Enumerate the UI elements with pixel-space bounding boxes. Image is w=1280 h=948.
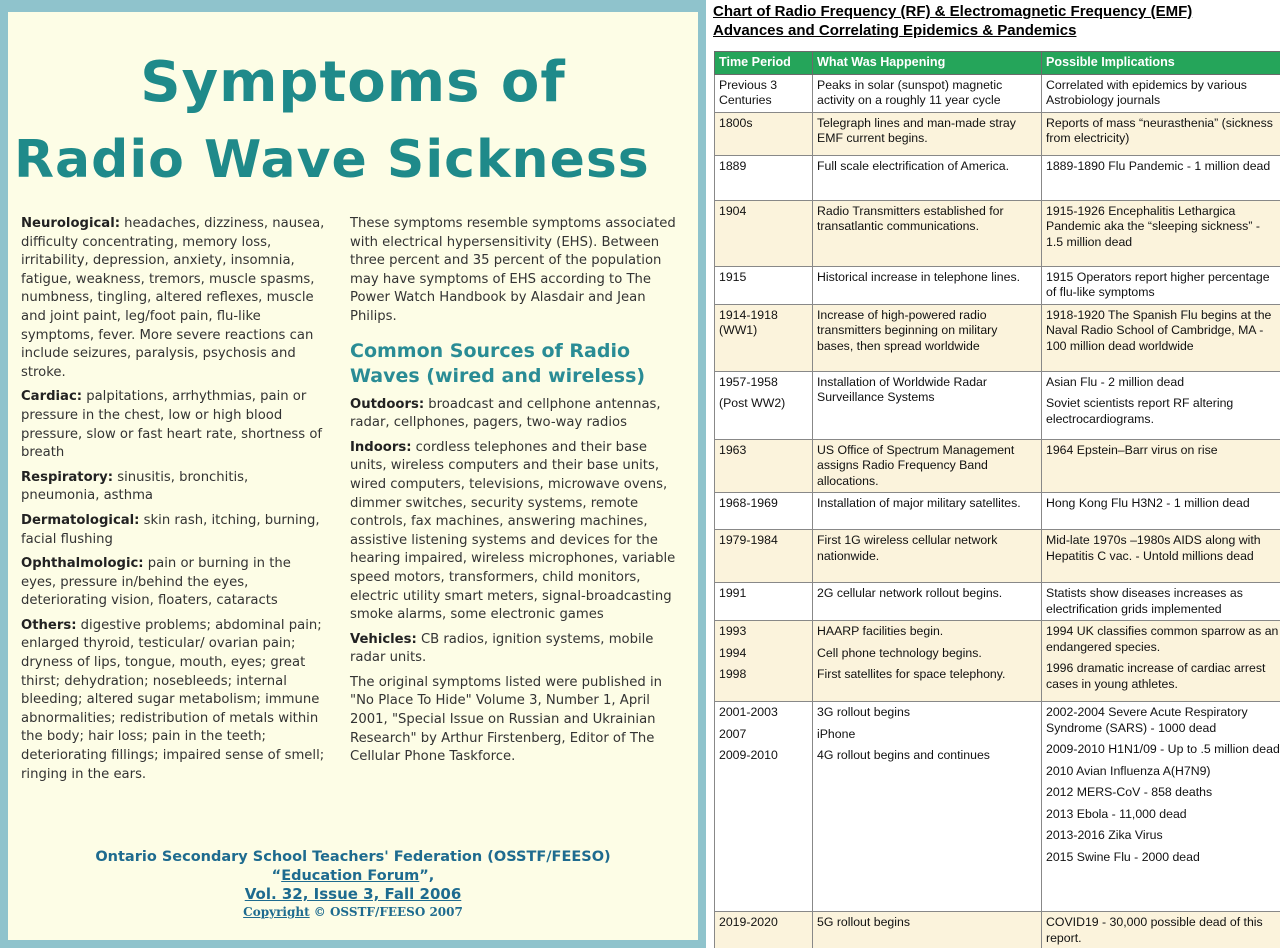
- footer-publication: [8, 867, 698, 885]
- cell-line: 4G rollout begins and continues: [817, 748, 990, 762]
- table-row: [715, 371, 1280, 439]
- symptom-category-text: headaches, dizziness, nausea, difficulty concentrating, memory loss, irritability, depression, anxiety, insomnia, fatigue, weakness, tremors, muscle spasms, numbness, tingling, altered reflexes, muscle and joint paint, leg/foot pain, flu-like symptoms, fever. More severe reactions can include seizures, paralysis, psychosis and stroke.: [21, 216, 325, 380]
- symptom-category: [21, 512, 326, 549]
- cell-time-period: [715, 912, 813, 948]
- cell-time-period: [715, 583, 813, 621]
- rf-emf-table: [714, 51, 1280, 948]
- cell-line: Mid-late 1970s –1980s AIDS along with Hepatitis C vac. - Untold millions dead: [1046, 533, 1261, 563]
- cell-what-was-happening: [813, 112, 1042, 155]
- cell-line: 1914-1918 (WW1): [719, 307, 778, 337]
- poster-card: [8, 12, 698, 940]
- cell-line: Reports of mass “neurasthenia” (sickness from electricity): [1046, 115, 1273, 145]
- copyright-link[interactable]: Copyright: [243, 905, 310, 919]
- poster-footer: [8, 848, 698, 920]
- table-row: [715, 266, 1280, 304]
- cell-line: 1957-1958: [719, 374, 778, 389]
- symptom-category-label: Ophthalmologic:: [21, 556, 144, 572]
- cell-line: 1963: [719, 442, 747, 457]
- cell-line: 1915-1926 Encephalitis Lethargica Pandemic aka the “sleeping sickness” - 1.5 million dead: [1046, 203, 1260, 249]
- cell-line: 2G cellular network rollout begins.: [817, 586, 1003, 600]
- source-category-text: broadcast and cellphone antennas, radar, cellphones, pagers, two-way radios: [350, 396, 661, 431]
- cell-possible-implications: [1042, 621, 1280, 702]
- symptom-category: [21, 617, 326, 784]
- cell-what-was-happening: [813, 493, 1042, 530]
- cell-possible-implications: [1042, 530, 1280, 583]
- table-row: [715, 112, 1280, 155]
- symptom-category-label: Others:: [21, 617, 77, 633]
- cell-line: HAARP facilities begin.: [817, 624, 944, 638]
- sources-heading: Common Sources of Radio Waves (wired and wireless): [350, 339, 646, 387]
- cell-time-period: [715, 371, 813, 439]
- cell-line: 1968-1969: [719, 496, 778, 510]
- cell-line: COVID19 - 30,000 possible dead of this report.: [1046, 915, 1263, 945]
- chart-panel: [706, 0, 1280, 948]
- cell-possible-implications: [1042, 112, 1280, 155]
- footer-copyright: [8, 904, 698, 920]
- cell-time-period: [715, 439, 813, 493]
- cell-line: First 1G wireless cellular network nationwide.: [817, 533, 998, 563]
- poster-title-line1: Symptoms of: [140, 50, 566, 115]
- source-category: [350, 439, 686, 625]
- cell-what-was-happening: [813, 621, 1042, 702]
- cell-line: iPhone: [817, 726, 856, 741]
- cell-line: Telegraph lines and man-made stray EMF current begins.: [817, 115, 1016, 145]
- cell-line: Increase of high-powered radio transmitters beginning on military bases, then spread worldwide: [817, 307, 998, 353]
- symptom-category: [21, 469, 326, 506]
- cell-line: 1918-1920 The Spanish Flu begins at the Naval Radio School of Cambridge, MA - 100 million dead worldwide: [1046, 307, 1272, 353]
- chart-title: [713, 2, 1280, 40]
- symptom-category-text: skin rash, itching, burning, facial flushing: [21, 512, 320, 547]
- ehs-intro: These symptoms resemble symptoms associated with electrical hypersensitivity (EHS). Between three percent and 35 percent of the population may have symptoms of EHS according to The Power Watch Handbook by Alasdair and Jean Philips.: [350, 216, 676, 324]
- cell-line: Installation of Worldwide Radar Surveillance Systems: [817, 374, 987, 404]
- chart-title-line2: Advances and Correlating Epidemics & Pandemics: [713, 22, 1077, 39]
- cell-line: Statists show diseases increases as electrification grids implemented: [1046, 586, 1243, 616]
- cell-line: 2001-2003: [719, 705, 778, 719]
- symptom-category-text: pain or burning in the eyes, pressure in/behind the eyes, deteriorating vision, floaters, cataracts: [21, 556, 291, 609]
- cell-time-period: [715, 621, 813, 702]
- symptom-category-label: Dermatological:: [21, 512, 140, 528]
- cell-possible-implications: [1042, 74, 1280, 112]
- cell-line: US Office of Spectrum Management assigns Radio Frequency Band allocations.: [817, 442, 1015, 488]
- header-possible-implications: Possible Implications: [1042, 52, 1280, 75]
- cell-possible-implications: [1042, 200, 1280, 266]
- table-row: [715, 304, 1280, 371]
- cell-line: 2012 MERS-CoV - 858 deaths: [1046, 785, 1213, 799]
- cell-line: 2002-2004 Severe Acute Respiratory Syndrome (SARS) - 1000 dead: [1046, 705, 1248, 735]
- sources-list: [350, 396, 686, 668]
- quote-open: “: [271, 868, 282, 884]
- cell-line: 1991: [719, 586, 747, 600]
- cell-time-period: [715, 702, 813, 912]
- cell-time-period: [715, 530, 813, 583]
- table-row: [715, 155, 1280, 200]
- cell-time-period: [715, 74, 813, 112]
- symptom-category: [21, 555, 326, 611]
- cell-line: 1998: [719, 667, 747, 681]
- table-row: [715, 530, 1280, 583]
- publication-link[interactable]: Education Forum: [281, 868, 420, 884]
- cell-what-was-happening: [813, 371, 1042, 439]
- cell-line: 1889: [719, 158, 747, 173]
- cell-what-was-happening: [813, 702, 1042, 912]
- symptom-category-text: palpitations, arrhythmias, pain or pressure in the chest, low or high blood pressure, slow or fast heart rate, shortness of breath: [21, 389, 323, 461]
- table-row: [715, 583, 1280, 621]
- cell-time-period: [715, 200, 813, 266]
- cell-what-was-happening: [813, 439, 1042, 493]
- quote-close: ”,: [419, 868, 435, 884]
- cell-line: 1964 Epstein–Barr virus on rise: [1046, 442, 1218, 457]
- cell-line: Asian Flu - 2 million dead: [1046, 374, 1185, 389]
- cell-possible-implications: [1042, 371, 1280, 439]
- cell-line: Installation of major military satellites.: [817, 496, 1021, 510]
- sources-column: [350, 215, 686, 773]
- cell-line: 2007: [719, 726, 747, 741]
- cell-what-was-happening: [813, 200, 1042, 266]
- cell-line: (Post WW2): [719, 396, 786, 410]
- source-category-text: cordless telephones and their base units, wireless computers and their base units, wired computers, televisions, microwave ovens, dimmer switches, security systems, remote controls, fax machines, answering machines, assistive listening systems and devices for the hearing impaired, wireless microphones, variable speed motors, transformers, child monitors, electric utility smart meters, signal-broadcasting smoke alarms, some electronic games: [350, 439, 676, 623]
- cell-line: Peaks in solar (sunspot) magnetic activity on a roughly 11 year cycle: [817, 77, 1003, 107]
- cell-line: 2013-2016 Zika Virus: [1046, 828, 1163, 842]
- cell-line: 5G rollout begins: [817, 915, 910, 929]
- header-time-period: Time Period: [715, 52, 813, 75]
- header-what-was-happening: What Was Happening: [813, 52, 1042, 75]
- cell-possible-implications: [1042, 304, 1280, 371]
- cell-line: Full scale electrification of America.: [817, 158, 1010, 173]
- cell-line: Hong Kong Flu H3N2 - 1 million dead: [1046, 496, 1250, 510]
- source-category: [350, 396, 686, 433]
- source-category-label: Outdoors:: [350, 396, 425, 412]
- symptom-category: [21, 388, 326, 462]
- cell-line: 1994: [719, 645, 747, 660]
- cell-line: 1904: [719, 203, 747, 218]
- table-row: [715, 493, 1280, 530]
- table-body: [715, 74, 1280, 948]
- cell-line: First satellites for space telephony.: [817, 667, 1006, 681]
- chart-title-line1: Chart of Radio Frequency (RF) & Electromagnetic Frequency (EMF): [713, 3, 1193, 20]
- cell-possible-implications: [1042, 493, 1280, 530]
- cell-line: 1994 UK classifies common sparrow as an endangered species.: [1046, 624, 1279, 654]
- symptom-category-label: Respiratory:: [21, 469, 114, 485]
- cell-line: 2009-2010: [719, 748, 778, 762]
- table-row: [715, 912, 1280, 948]
- cell-time-period: [715, 304, 813, 371]
- cell-possible-implications: [1042, 702, 1280, 912]
- table-row: [715, 200, 1280, 266]
- cell-possible-implications: [1042, 583, 1280, 621]
- cell-line: Previous 3 Centuries: [719, 77, 778, 107]
- cell-line: 1996 dramatic increase of cardiac arrest cases in young athletes.: [1046, 661, 1266, 691]
- cell-what-was-happening: [813, 530, 1042, 583]
- source-category-label: Vehicles:: [350, 631, 417, 647]
- cell-possible-implications: [1042, 266, 1280, 304]
- cell-line: 1915: [719, 269, 747, 284]
- poster-title-line2: Radio Wave Sickness: [14, 130, 650, 190]
- cell-line: 1915 Operators report higher percentage of flu-like symptoms: [1046, 269, 1270, 299]
- cell-possible-implications: [1042, 439, 1280, 493]
- cell-line: 3G rollout begins: [817, 705, 910, 719]
- symptom-category: [21, 215, 326, 382]
- source-category-label: Indoors:: [350, 439, 412, 455]
- cell-line: 2009-2010 H1N1/09 - Up to .5 million dead: [1046, 742, 1280, 756]
- cell-line: 2015 Swine Flu - 2000 dead: [1046, 849, 1200, 864]
- table-row: [715, 702, 1280, 912]
- table-header-row: [715, 52, 1280, 75]
- cell-what-was-happening: [813, 74, 1042, 112]
- cell-what-was-happening: [813, 912, 1042, 948]
- cell-what-was-happening: [813, 583, 1042, 621]
- cell-possible-implications: [1042, 912, 1280, 948]
- cell-what-was-happening: [813, 155, 1042, 200]
- table-row: [715, 621, 1280, 702]
- cell-what-was-happening: [813, 266, 1042, 304]
- source-category-text: CB radios, ignition systems, mobile radar units.: [350, 631, 654, 666]
- cell-possible-implications: [1042, 155, 1280, 200]
- cell-line: Historical increase in telephone lines.: [817, 269, 1021, 284]
- cell-line: 1889-1890 Flu Pandemic - 1 million dead: [1046, 158, 1271, 173]
- symptoms-column: [21, 215, 326, 790]
- copyright-text: © OSSTF/FEESO 2007: [309, 905, 463, 919]
- footer-org: Ontario Secondary School Teachers' Federation (OSSTF/FEESO): [95, 849, 611, 865]
- cell-line: Correlated with epidemics by various Astrobiology journals: [1046, 77, 1247, 107]
- cell-time-period: [715, 155, 813, 200]
- table-row: [715, 74, 1280, 112]
- cell-line: Radio Transmitters established for transatlantic communications.: [817, 203, 1004, 233]
- symptom-category-label: Cardiac:: [21, 389, 83, 405]
- cell-what-was-happening: [813, 304, 1042, 371]
- cell-line: 1800s: [719, 115, 753, 130]
- cell-line: 2010 Avian Influenza A(H7N9): [1046, 763, 1211, 778]
- symptom-category-text: digestive problems; abdominal pain; enlarged thyroid, testicular/ ovarian pain; dryness of lips, tongue, mouth, eyes; great thirst; dehydration; nosebleeds; internal bleeding; altered sugar metabolism; immune abnormalities; redistribution of metals within the body; hair loss; pain in the teeth; deteriorating fillings; impaired sense of smell; ringing in the ears.: [21, 617, 325, 782]
- cell-line: 1979-1984: [719, 533, 778, 547]
- cell-line: Cell phone technology begins.: [817, 645, 982, 660]
- cell-time-period: [715, 112, 813, 155]
- cell-line: 2013 Ebola - 11,000 dead: [1046, 806, 1187, 821]
- symptom-category-text: sinusitis, bronchitis, pneumonia, asthma: [21, 469, 249, 504]
- cell-line: Soviet scientists report RF altering electrocardiograms.: [1046, 396, 1234, 426]
- cell-time-period: [715, 493, 813, 530]
- symptom-category-label: Neurological:: [21, 216, 120, 231]
- cell-line: 1993: [719, 624, 747, 638]
- table-row: [715, 439, 1280, 493]
- footer-issue-link[interactable]: Vol. 32, Issue 3, Fall 2006: [244, 885, 462, 903]
- cell-line: 2019-2020: [719, 915, 778, 929]
- original-note: The original symptoms listed were published in "No Place To Hide" Volume 3, Number 1, April 2001, "Special Issue on Russian and Ukrainian Research" by Arthur Firstenberg, Editor of The Cellular Phone Taskforce.: [350, 674, 662, 765]
- cell-time-period: [715, 266, 813, 304]
- source-category: [350, 631, 686, 668]
